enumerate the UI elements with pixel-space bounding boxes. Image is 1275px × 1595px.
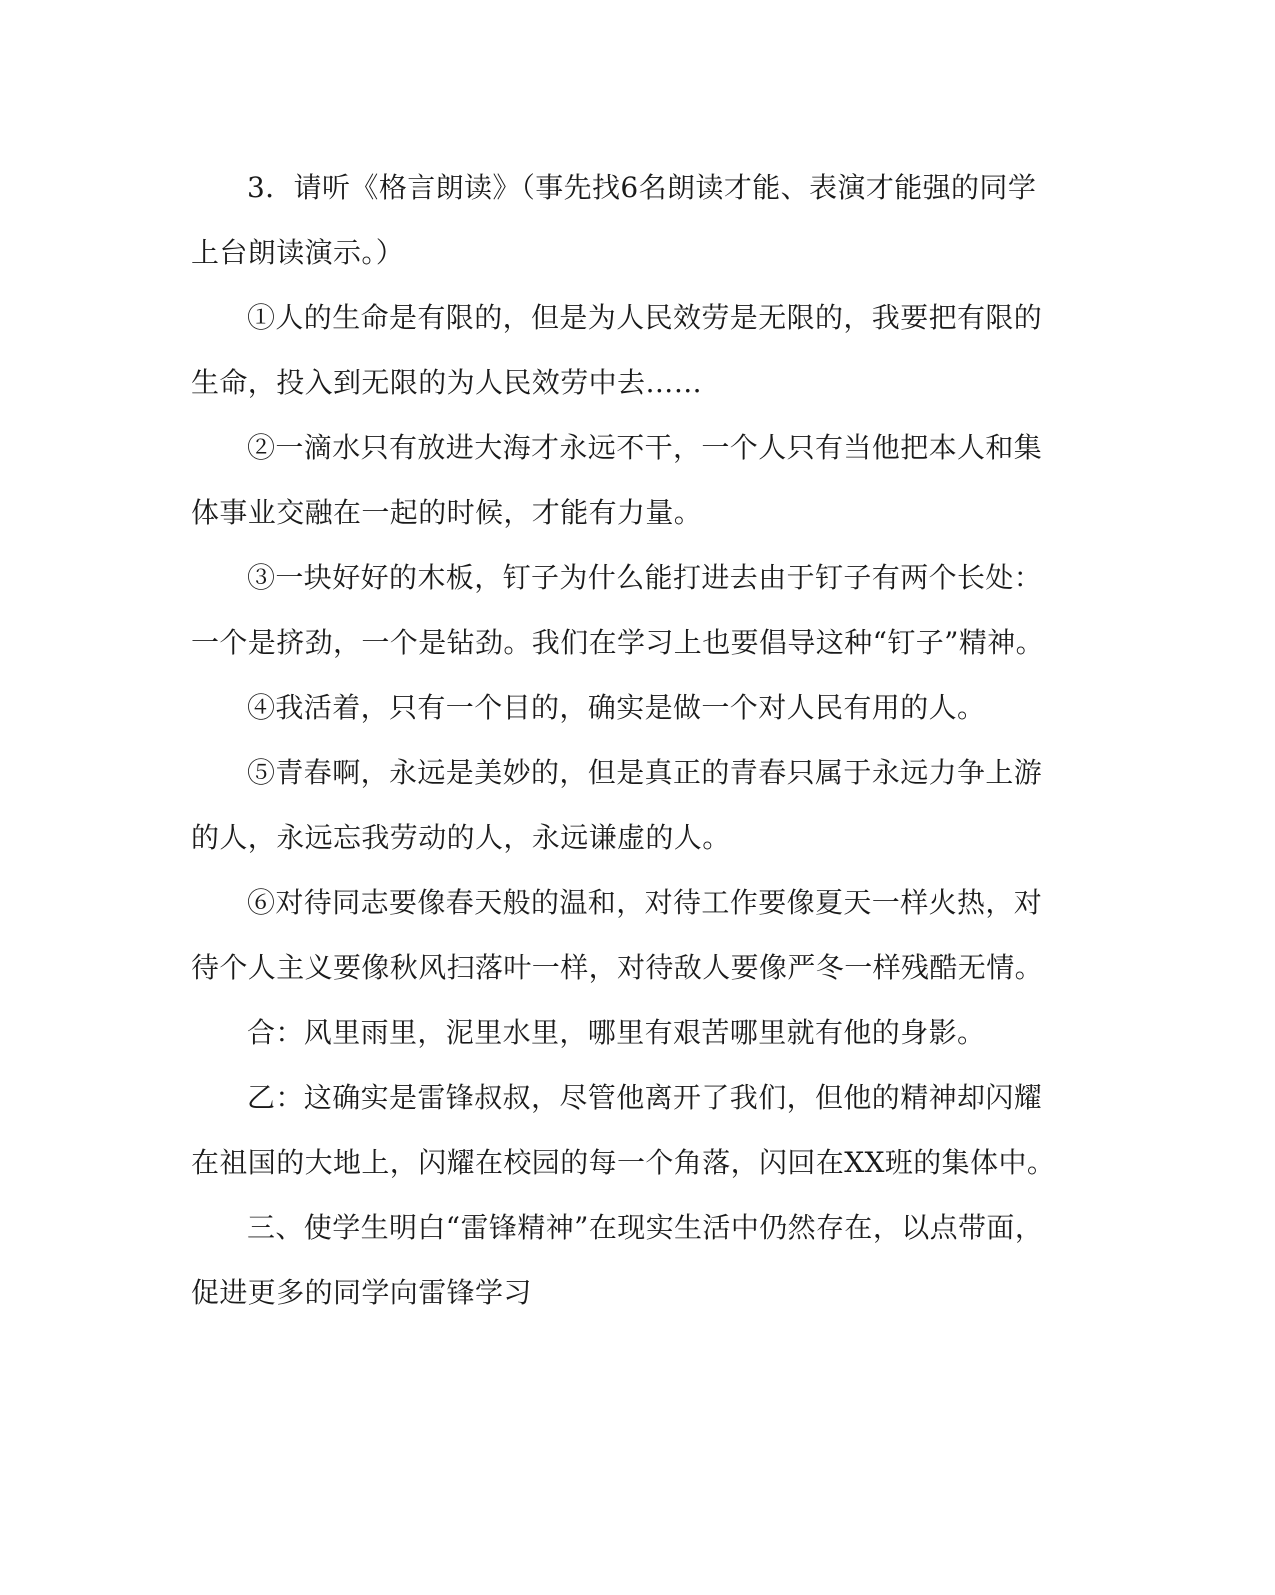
document-body: [191, 155, 1063, 1325]
paragraph-quote-1: ①人的生命是有限的，但是为人民效劳是无限的，我要把有限的生命，投入到无限的为人民效劳中去……: [191, 301, 1043, 399]
paragraph-section-three: 三、使学生明白“雷锋精神”在现实生活中仍然存在，以点带面，促进更多的同学向雷锋学习: [191, 1211, 1044, 1309]
paragraph-quote-5: ⑤青春啊，永远是美妙的，但是真正的青春只属于永远力争上游的人，永远忘我劳动的人，永远谦虚的人。: [191, 756, 1043, 854]
paragraph-quote-4: ④我活着，只有一个目的，确实是做一个对人民有用的人。: [247, 691, 986, 724]
paragraph-quote-2: ②一滴水只有放进大海才永远不干，一个人只有当他把本人和集体事业交融在一起的时候，才能有力量。: [191, 431, 1043, 529]
paragraph-reading-intro: 3．请听《格言朗读》（事先找6名朗读才能、表演才能强的同学上台朗读演示。）: [191, 171, 1037, 269]
paragraph-chorus: 合：风里雨里，泥里水里，哪里有艰苦哪里就有他的身影。: [247, 1016, 986, 1049]
paragraph-quote-6: ⑥对待同志要像春天般的温和，对待工作要像夏天一样火热，对待个人主义要像秋风扫落叶一样，对待敌人要像严冬一样残酷无情。: [191, 886, 1044, 984]
paragraph-quote-3: ③一块好好的木板，钉子为什么能打进去由于钉子有两个长处：一个是挤劲，一个是钻劲。我们在学习上也要倡导这种“钉子”精神。: [191, 561, 1045, 659]
paragraph-speaker-b: 乙：这确实是雷锋叔叔，尽管他离开了我们，但他的精神却闪耀在祖国的大地上，闪耀在校园的每一个角落，闪回在XX班的集体中。: [191, 1081, 1056, 1179]
